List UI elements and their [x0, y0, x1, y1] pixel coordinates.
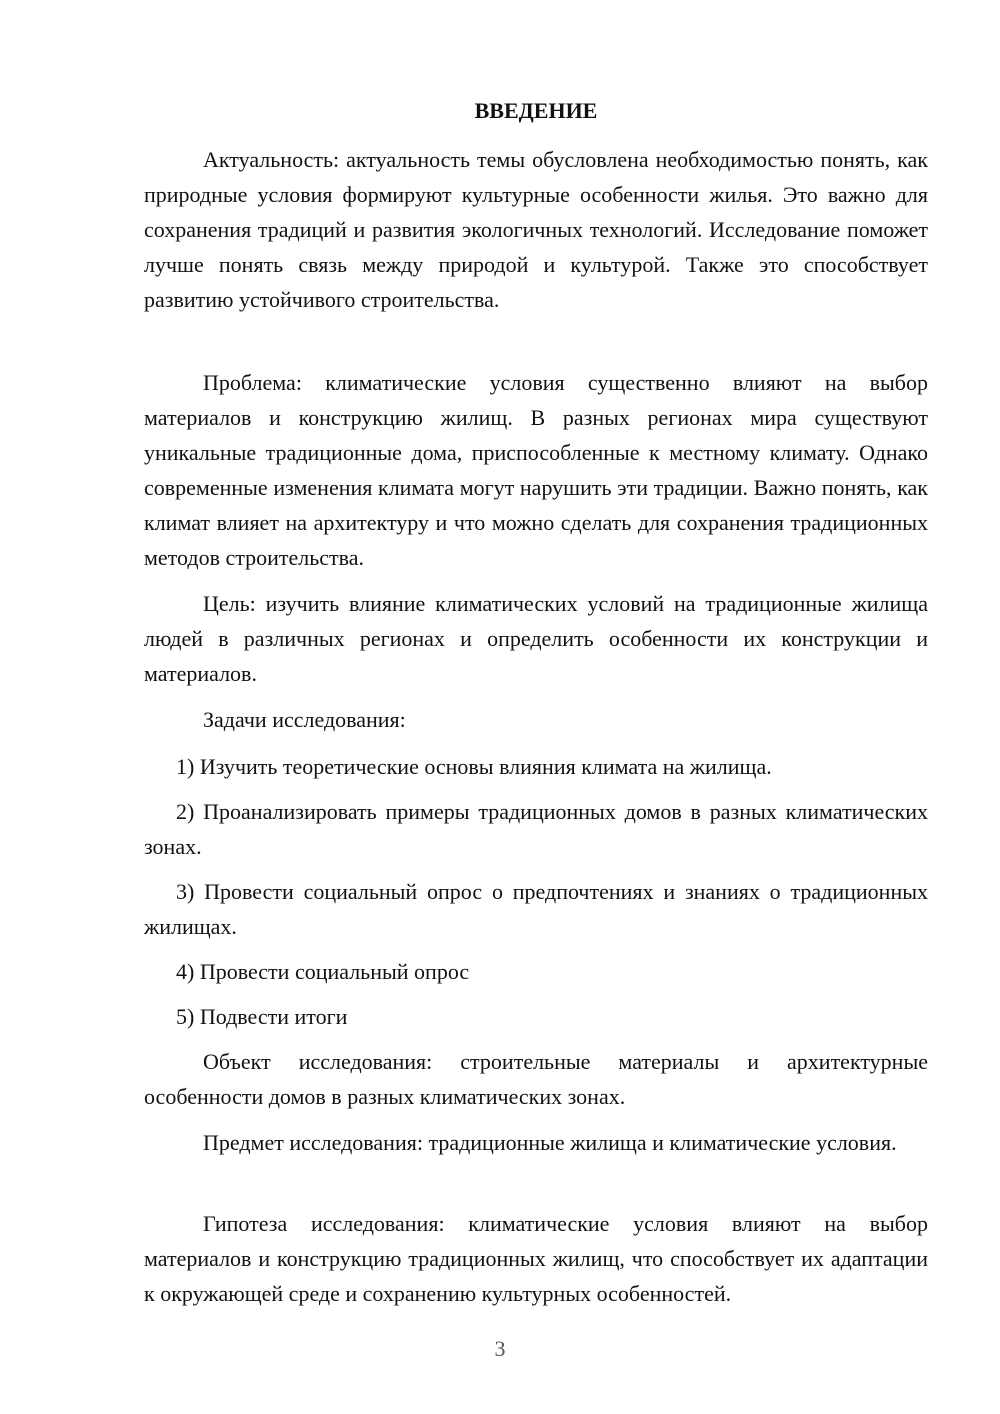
relevance-paragraph: Актуальность: актуальность темы обусловлена необходимостью понять, как природные условия формируют культурные особенности жилья. Это важно для сохранения традиций и развития экологичных технологий. Исследование поможет лучше понять связь между природой и культурой. Также это способствует развитию устойчивого строительства. [144, 147, 928, 312]
page-number: 3 [494, 1336, 506, 1361]
task-item-3: 3) Провести социальный опрос о предпочтениях и знаниях о традиционных жилищах. [144, 879, 928, 939]
task-item-5: 5) Подвести итоги [176, 1004, 348, 1029]
goal-paragraph: Цель: изучить влияние климатических условий на традиционные жилища людей в различных регионах и определить особенности их конструкции и материалов. [144, 591, 928, 686]
section-heading: ВВЕДЕНИЕ [474, 98, 598, 123]
task-item-4: 4) Провести социальный опрос [176, 959, 470, 984]
task-item-1: 1) Изучить теоретические основы влияния климата на жилища. [176, 754, 772, 779]
hypothesis-paragraph: Гипотеза исследования: климатические условия влияют на выбор материалов и конструкцию традиционных жилищ, что способствует их адаптации к окружающей среде и сохранению культурных особенностей. [144, 1211, 928, 1306]
tasks-title: Задачи исследования: [203, 707, 406, 732]
problem-paragraph: Проблема: климатические условия существенно влияют на выбор материалов и конструкцию жилищ. В разных регионах мира существуют уникальные традиционные дома, приспособленные к местному климату. Однако современные изменения климата могут нарушить эти традиции. Важно понять, как климат влияет на архитектуру и что можно сделать для сохранения традиционных методов строительства. [144, 370, 928, 570]
subject-paragraph: Предмет исследования: традиционные жилища и климатические условия. [203, 1130, 897, 1155]
object-paragraph: Объект исследования: строительные материалы и архитектурные особенности домов в разных климатических зонах. [144, 1049, 928, 1109]
task-item-2: 2) Проанализировать примеры традиционных домов в разных климатических зонах. [144, 799, 928, 859]
